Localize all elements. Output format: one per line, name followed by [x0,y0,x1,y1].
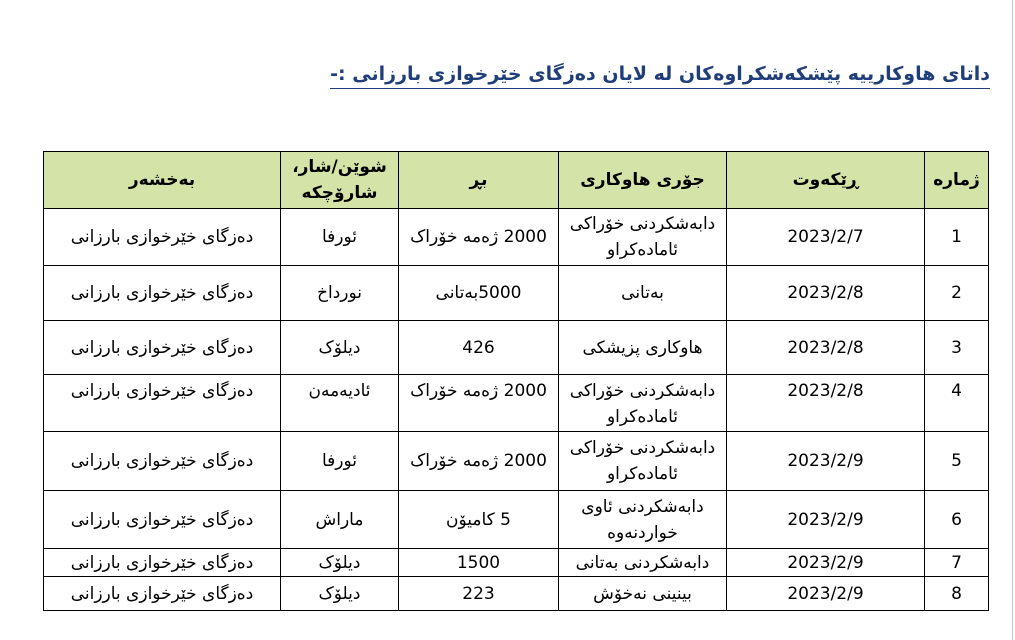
cell-sector: دەزگای خێرخوازی بارزانی [44,577,281,611]
cell-sector: دەزگای خێرخوازی بارزانی [44,549,281,577]
table-row [44,321,989,375]
table-row [44,432,989,491]
cell-aid-type: بینینی نەخۆش [559,577,727,611]
cell-number: 5 [925,432,989,491]
header-sector: بەخشەر [44,152,281,209]
cell-location: دیلۆک [281,549,399,577]
cell-aid-type: هاوکاری پزیشکی [559,321,727,375]
cell-date: 2023/2/9 [727,491,925,549]
aid-table [43,151,989,611]
cell-date: 2023/2/9 [727,577,925,611]
cell-aid-type: دابەشکردنی خۆراکی ئامادەکراو [559,375,727,432]
table-body [44,209,989,611]
cell-location: ماراش [281,491,399,549]
cell-number: 6 [925,491,989,549]
page-title: داتای هاوکارییە پێشکەشکراوەکان لە لایان دەزگای خێرخوازی بارزانی :- [330,60,990,89]
cell-date: 2023/2/9 [727,432,925,491]
cell-aid-type: دابەشکردنی ئاوی خواردنەوە [559,491,727,549]
cell-aid-type: دابەشکردنی خۆراکی ئامادەکراو [559,209,727,266]
cell-date: 2023/2/8 [727,321,925,375]
cell-number: 4 [925,375,989,432]
cell-date: 2023/2/8 [727,266,925,321]
table-row [44,375,989,432]
header-amount: بڕ [399,152,559,209]
table-row [44,266,989,321]
cell-sector: دەزگای خێرخوازی بارزانی [44,432,281,491]
cell-amount: 426 [399,321,559,375]
cell-location: دیلۆک [281,321,399,375]
cell-amount: 2000 ژەمە خۆراک [399,432,559,491]
cell-sector: دەزگای خێرخوازی بارزانی [44,321,281,375]
cell-sector: دەزگای خێرخوازی بارزانی [44,491,281,549]
table-row [44,209,989,266]
cell-location: ئورفا [281,432,399,491]
cell-number: 8 [925,577,989,611]
cell-amount: 5 کامیۆن [399,491,559,549]
header-date: ڕێکەوت [727,152,925,209]
cell-sector: دەزگای خێرخوازی بارزانی [44,209,281,266]
cell-location: ئادیەمەن [281,375,399,432]
cell-date: 2023/2/8 [727,375,925,432]
cell-amount: 2000 ژەمە خۆراک [399,209,559,266]
cell-amount: 5000بەتانی [399,266,559,321]
table-row [44,491,989,549]
table-row [44,577,989,611]
header-row [44,152,989,209]
cell-location: نورداخ [281,266,399,321]
cell-amount: 1500 [399,549,559,577]
header-location: شوێن/شار، شارۆچکە [281,152,399,209]
table-header [44,152,989,209]
cell-aid-type: دابەشکردنی بەتانی [559,549,727,577]
table-row [44,549,989,577]
cell-sector: دەزگای خێرخوازی بارزانی [44,375,281,432]
cell-amount: 2000 ژەمە خۆراک [399,375,559,432]
cell-aid-type: دابەشکردنی خۆراکی ئامادەکراو [559,432,727,491]
cell-amount: 223 [399,577,559,611]
cell-location: دیلۆک [281,577,399,611]
cell-date: 2023/2/7 [727,209,925,266]
header-aid-type: جۆری هاوکاری [559,152,727,209]
cell-location: ئورفا [281,209,399,266]
cell-number: 3 [925,321,989,375]
cell-sector: دەزگای خێرخوازی بارزانی [44,266,281,321]
cell-number: 1 [925,209,989,266]
header-number: ژمارە [925,152,989,209]
cell-number: 2 [925,266,989,321]
page-edge-divider [1012,0,1013,640]
cell-number: 7 [925,549,989,577]
cell-aid-type: بەتانی [559,266,727,321]
cell-date: 2023/2/9 [727,549,925,577]
